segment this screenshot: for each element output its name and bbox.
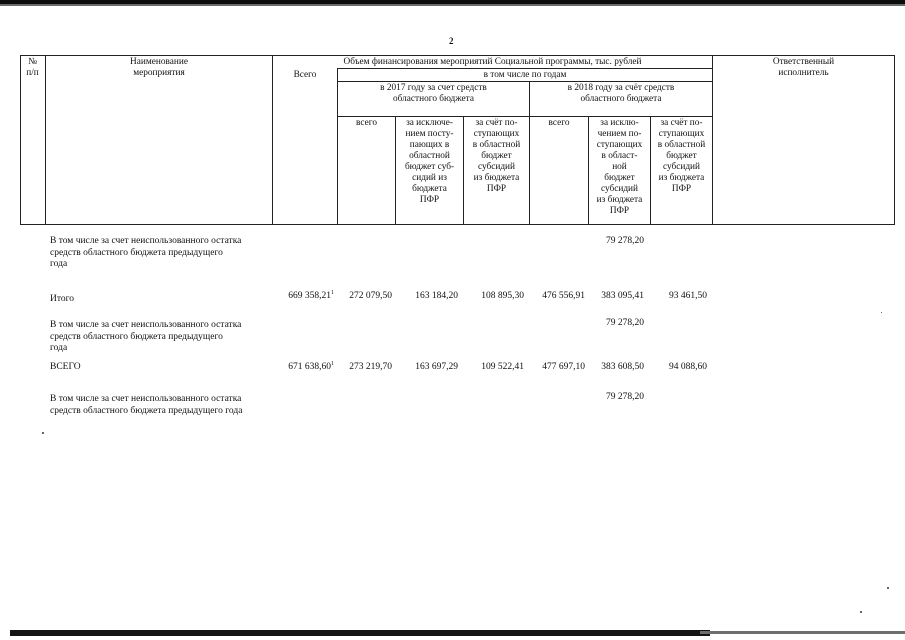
header-name: Наименование мероприятия [130,57,188,78]
row-label-vsego: ВСЕГО [50,362,81,372]
scan-speck [887,587,889,589]
row-label: В том числе за счет неиспользованного остатка средств областного бюджета предыдущего года [50,394,243,416]
header-responsible: Ответственный исполнитель [772,57,835,78]
header-2017-pfr: за счёт по- ступающих в областной бюджет субсидий из бюджета ПФР [472,118,521,194]
cell-2018-total: 476 556,91 [542,291,585,301]
cell-2018-excl: 79 278,20 [606,236,644,246]
header-funding-volume: Объем финансирования мероприятий Социальной программы, тыс. рублей [343,57,642,67]
cell-2018-total: 477 697,10 [542,362,585,372]
header-2018-pfr: за счёт по- ступающих в областной бюджет субсидий из бюджета ПФР [657,118,706,194]
scan-edge-bottom [10,630,710,636]
header-year-2018: в 2018 году за счёт средств областного бюджета [567,83,675,104]
cell-2017-total: 272 079,50 [349,291,392,301]
cell-2017-total: 273 219,70 [349,362,392,372]
header-2018-excl: за исклю- чением по- ступающих в област- ной бюджет субсидий из бюджета ПФР [596,118,643,216]
cell-2018-excl: 383 608,50 [601,362,644,372]
scan-speck [881,312,882,313]
header-by-years: в том числе по годам [483,70,567,80]
row-label: В том числе за счет неиспользованного остатка средств областного бюджета предыдущего года [50,236,242,269]
cell-2018-excl: 383 095,41 [601,291,644,301]
cell-2017-pfr: 108 895,30 [481,291,524,301]
scan-speck [860,611,862,613]
cell-total: 671 638,60$^1$ [288,360,334,372]
cell-2018-excl: 79 278,20 [606,318,644,328]
cell-2018-pfr: 94 088,60 [669,362,707,372]
row-label: В том числе за счет неиспользованного остатка средств областного бюджета предыдущего года [50,320,242,353]
cell-2018-pfr: 93 461,50 [669,291,707,301]
scan-edge-top [0,0,905,6]
cell-2018-excl: 79 278,20 [606,392,644,402]
cell-2017-excl: 163 184,20 [415,291,458,301]
scan-speck [42,432,44,434]
header-2017-total: всего [356,118,377,128]
scan-edge-bottom-thin [700,631,905,634]
header-2017-excl: за исключе- нием посту- пающих в областной бюджет суб- сидий из бюджета ПФР [404,118,455,205]
header-total: Всего [293,70,317,80]
header-num: № п/п [26,57,39,78]
cell-2017-pfr: 109 522,41 [481,362,524,372]
header-year-2017: в 2017 году за счет средств областного бюджета [380,83,487,104]
cell-total: 669 358,21$^1$ [288,289,334,301]
header-2018-total: всего [548,118,570,128]
page-number: 2 [449,36,454,46]
cell-2017-excl: 163 697,29 [415,362,458,372]
row-label-itogo: Итого [50,294,75,304]
